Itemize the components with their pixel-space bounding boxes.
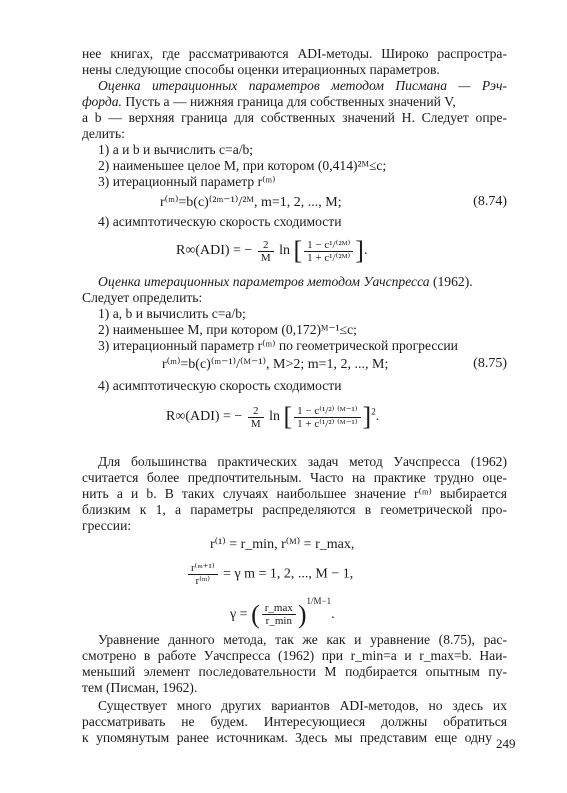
text-fragment: Пусть a — нижняя граница для собственных значений V, <box>121 94 456 109</box>
list-item: 4) асимптотическую скорость сходимости <box>98 214 342 229</box>
equation-ratio <box>186 562 353 587</box>
text-line: рассматривать не будем. Интересующиеся должны обратиться <box>82 714 507 729</box>
ln-symbol: ln <box>269 409 280 425</box>
equation-8-74: r⁽ᵐ⁾=b(c)⁽²ᵐ⁻¹⁾/²ᴹ, m=1, 2, ..., M; <box>160 195 342 210</box>
fraction <box>294 405 360 430</box>
left-paren: ( <box>251 599 260 629</box>
section-heading-peaceman-rachford: Оценка итерационных параметров методом Писмана — Рэч- <box>98 78 507 93</box>
fraction <box>258 239 274 264</box>
text-line: Для большинства практических задач метод Уачспресса (1962) <box>98 454 507 469</box>
eq-rest: = γ m = 1, 2, ..., M − 1, <box>223 566 354 582</box>
text-line: близким к 1, а параметры распределяются в геометрической про- <box>82 502 507 517</box>
denominator: M <box>260 251 271 264</box>
numerator: r_max <box>262 602 296 615</box>
text-line: смотрено в работе Уачспресса (1962) при r_min=a и r_max=b. Наи- <box>82 648 507 663</box>
section-heading-wachspress <box>98 274 507 290</box>
right-bracket: ] <box>355 236 364 265</box>
list-item: 4) асимптотическую скорость сходимости <box>98 378 342 393</box>
text-line: нее книгах, где рассматриваются ADI-методы. Широко распростра- <box>82 46 507 61</box>
text-line: нены следующие способы оценки итерационных параметров. <box>82 62 440 77</box>
numerator: 1 − c⁽¹/²⁾ ⁽ᴹ⁻¹⁾ <box>294 405 360 418</box>
text-line: тем (Писман, 1962). <box>82 680 198 695</box>
eq-lhs: R∞(ADI) = − <box>166 409 243 425</box>
fraction <box>262 602 296 627</box>
denominator: M <box>250 417 261 430</box>
page-number: 249 <box>496 736 516 751</box>
text-line: делить: <box>82 126 125 141</box>
list-item: 1) a, b и вычислить c=a/b; <box>98 306 246 321</box>
text-line: грессии: <box>82 518 132 533</box>
fraction <box>188 562 218 587</box>
list-item: 3) итерационный параметр r⁽ᵐ⁾ по геометрической прогрессии <box>98 338 458 353</box>
denominator: r_min <box>265 615 292 628</box>
numerator: 2 <box>248 405 264 418</box>
heading-continuation: форда. <box>82 94 122 109</box>
denominator: r⁽ᵐ⁾ <box>195 575 210 587</box>
eq-lhs: γ = <box>230 607 248 622</box>
equation-r-bounds: r⁽¹⁾ = r_min, r⁽ᴹ⁾ = r_max, <box>210 537 355 552</box>
text-line: считается более предпочтительным. Часто на практике трудно оце- <box>82 470 507 485</box>
text-line: Следует определить: <box>82 290 203 305</box>
equation-number: (8.74) <box>473 194 507 209</box>
list-item: 2) наименьшее M, при котором (0,172)ᴹ⁻¹≤c; <box>98 322 357 337</box>
equation-number: (8.75) <box>473 356 507 371</box>
numerator: r⁽ᵐ⁺¹⁾ <box>188 562 218 575</box>
list-item: 2) наименьшее целое M, при котором (0,414)²ᴹ≤c; <box>98 158 387 173</box>
heading-year: (1962). <box>429 274 473 289</box>
right-bracket: ] <box>362 402 372 431</box>
text-line: Уравнение данного метода, так же как и уравнение (8.75), рас- <box>98 632 507 647</box>
list-item: 1) a и b и вычислить c=a/b; <box>98 142 254 157</box>
equation-asymptotic-rate-1: R∞(ADI) = − $\frac{2}{M}$ ln [ $\frac{\text{1 − c¹/⁽²ᴹ⁾}}{\text{1 + c¹/⁽²ᴹ⁾}}$ ]. <box>176 236 368 265</box>
fraction <box>248 405 264 430</box>
text-line: Существует много других вариантов ADI-методов, но здесь их <box>98 698 507 713</box>
text-line: а b — верхняя граница для собственных значений H. Следует опре- <box>82 110 507 125</box>
numerator: 2 <box>258 239 274 252</box>
text-line <box>82 94 507 110</box>
exponent: 2 <box>371 406 376 417</box>
fraction <box>304 239 353 264</box>
eq-lhs: R∞(ADI) = − <box>176 243 253 259</box>
ln-symbol: ln <box>279 243 290 259</box>
numerator: 1 − c¹/⁽²ᴹ⁾ <box>304 239 353 252</box>
equation-gamma: γ = ( $\frac{r\_\max}{r\_\min}$ )$^{1/M-1}$. <box>230 596 335 629</box>
left-bracket: [ <box>293 236 303 265</box>
right-paren: ) <box>297 599 307 629</box>
list-item: 3) итерационный параметр r⁽ᵐ⁾ <box>98 174 276 189</box>
equation-8-75: r⁽ᵐ⁾=b(c)⁽ᵐ⁻¹⁾/⁽ᴹ⁻¹⁾, M>2; m=1, 2, ..., M; <box>162 357 389 372</box>
text-line: меньший элемент последовательности M подбирается опытным пу- <box>82 664 507 679</box>
exponent: 1/M−1 <box>306 596 332 606</box>
text-line: к упомянутым ранее источникам. Здесь мы представим еще одну <box>82 730 492 745</box>
heading-text: Оценка итерационных параметров методом Уачспресса <box>98 274 430 289</box>
denominator: 1 + c⁽¹/²⁾ ⁽ᴹ⁻¹⁾ <box>297 417 358 430</box>
denominator: 1 + c¹/⁽²ᴹ⁾ <box>307 251 351 264</box>
left-bracket: [ <box>283 402 293 431</box>
text-line: нить a и b. В таких случаях наибольшее значение r⁽ᵐ⁾ выбирается <box>82 486 507 501</box>
equation-asymptotic-rate-2: R∞(ADI) = − $\frac{2}{M}$ ln [ $\frac{\text{1 − c⁽¹/²⁾ ⁽ᴹ⁻¹⁾}}{\text{1 + c⁽¹/²⁾ ⁽ᴹ⁻¹⁾}}$ ]$^2$. <box>166 402 380 431</box>
